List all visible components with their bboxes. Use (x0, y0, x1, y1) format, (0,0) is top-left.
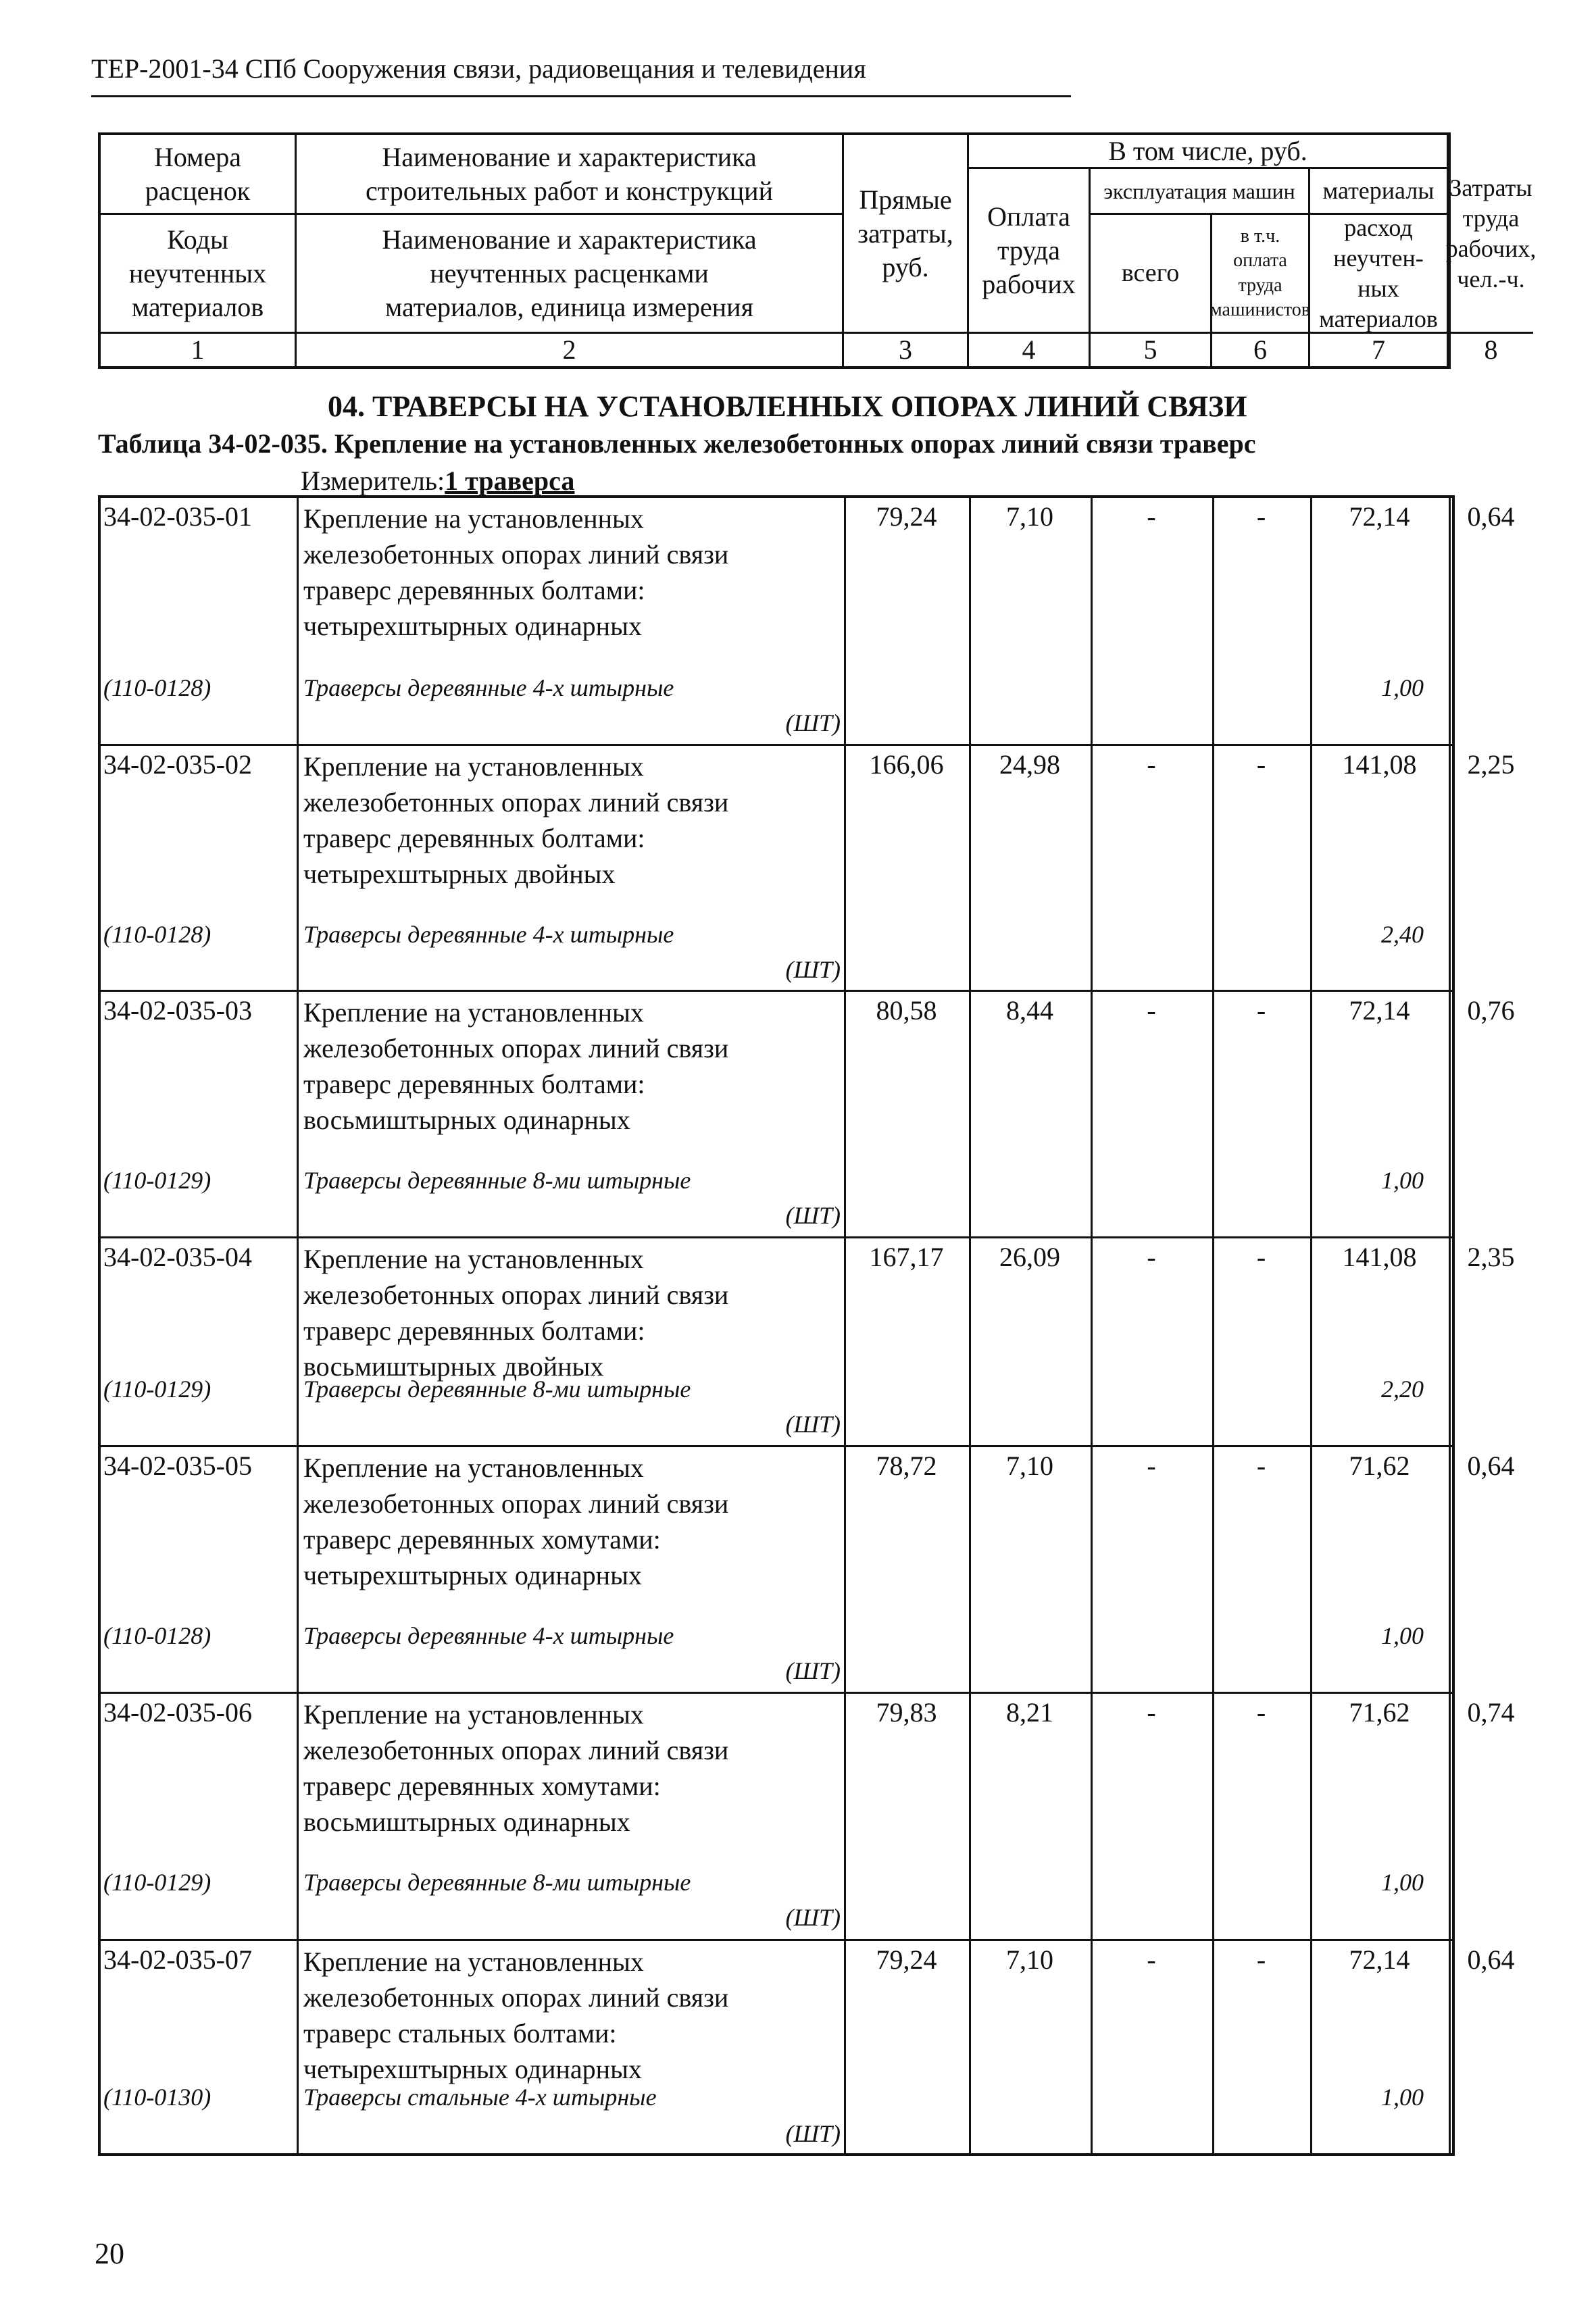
description-line: железобетонных опорах линий связи (303, 1735, 729, 1765)
material-unit: (ШТ) (785, 956, 841, 983)
rate-code: 34-02-035-02 (103, 749, 252, 780)
labor-hours: 0,64 (1467, 1944, 1515, 1975)
description-line: железобетонных опорах линий связи (303, 1033, 729, 1063)
header-text: Номера (154, 141, 241, 172)
header-text: ных (1357, 274, 1399, 302)
rate-description (303, 749, 844, 892)
header-text: руб. (882, 251, 929, 282)
material-unit: (ШТ) (785, 1657, 841, 1684)
machinist-pay: - (1256, 1697, 1266, 1728)
direct-costs: 167,17 (869, 1242, 944, 1272)
column-number: 1 (101, 334, 297, 366)
description-line: четырехштырных одинарных (303, 2054, 642, 2084)
machine-total: - (1147, 995, 1156, 1026)
material-code: (110-0128) (103, 674, 211, 701)
rate-description (303, 995, 844, 1138)
machinist-pay: - (1256, 749, 1266, 780)
table-row (101, 1694, 1515, 1941)
header-text: неучтенных (128, 257, 267, 288)
material-code: (110-0128) (103, 921, 211, 948)
table-row (101, 1238, 1515, 1447)
header-text: затраты, (857, 218, 953, 249)
table-row (101, 992, 1515, 1238)
header-text: расход (1344, 213, 1413, 241)
material-quantity: 1,00 (1381, 2084, 1424, 2111)
column-number: 8 (1484, 334, 1498, 365)
header-including (969, 135, 1449, 169)
description-line: железобетонных опорах линий связи (303, 1488, 729, 1519)
header-text: строительных работ и конструкций (366, 175, 773, 206)
worker-pay: 24,98 (999, 749, 1060, 780)
material-code: (110-0128) (103, 1622, 211, 1649)
description-line: восьмиштырных одинарных (303, 1105, 630, 1135)
material-unit: (ШТ) (785, 2120, 841, 2147)
measure-value: 1 траверса (445, 466, 575, 496)
header-text: всего (1121, 258, 1180, 287)
material-code: (110-0129) (103, 1376, 211, 1403)
material-code: (110-0130) (103, 2084, 211, 2111)
materials-cost: 141,08 (1342, 749, 1417, 780)
header-text: труда (997, 234, 1061, 266)
machinist-pay: - (1256, 995, 1266, 1026)
rate-description (303, 1241, 844, 1384)
header-text: в т.ч. (1240, 225, 1280, 247)
header-text: неучтен- (1333, 244, 1424, 272)
machinist-pay: - (1256, 1242, 1266, 1272)
description-line: восьмиштырных одинарных (303, 1807, 630, 1837)
description-line: железобетонных опорах линий связи (303, 1982, 729, 2013)
header-text: рабочих, (1445, 234, 1537, 262)
materials-cost: 72,14 (1349, 501, 1410, 532)
material-quantity: 1,00 (1381, 1869, 1424, 1896)
description-line: траверс стальных болтами: (303, 2018, 617, 2048)
worker-pay: 8,21 (1006, 1697, 1053, 1728)
machinist-pay: - (1256, 501, 1266, 532)
page-number: 20 (95, 2237, 124, 2270)
material-name: Траверсы стальные 4-х штырные (303, 2084, 657, 2111)
table-row (101, 498, 1515, 746)
rate-code: 34-02-035-04 (103, 1242, 252, 1272)
materials-cost: 72,14 (1349, 1944, 1410, 1975)
header-unaccounted-materials (1310, 215, 1449, 334)
header-text: Наименование и характеристика (382, 141, 757, 172)
description-line: траверс деревянных болтами: (303, 1069, 645, 1099)
header-rate-numbers (101, 135, 297, 215)
machinist-pay: - (1256, 1944, 1266, 1975)
description-line: четырехштырных одинарных (303, 1560, 642, 1590)
header-labor-hours (1445, 135, 1537, 334)
description-line: Крепление на установленных (303, 1453, 644, 1483)
worker-pay: 8,44 (1006, 995, 1053, 1026)
material-quantity: 1,00 (1381, 1167, 1424, 1194)
description-line: железобетонных опорах линий связи (303, 539, 729, 570)
column-number: 7 (1310, 334, 1449, 366)
direct-costs: 80,58 (876, 995, 937, 1026)
header-materials (1310, 169, 1449, 215)
labor-hours: 0,64 (1467, 501, 1515, 532)
machine-total: - (1147, 501, 1156, 532)
header-rule (91, 95, 1071, 97)
header-material-name (297, 215, 844, 334)
description-line: Крепление на установленных (303, 503, 644, 534)
description-line: траверс деревянных хомутами: (303, 1771, 661, 1801)
labor-hours: 2,35 (1467, 1242, 1515, 1272)
description-line: траверс деревянных хомутами: (303, 1524, 661, 1555)
header-text: материалов (131, 291, 264, 322)
column-header-table (98, 132, 1537, 369)
description-line: четырехштырных двойных (303, 859, 616, 889)
measure-unit (301, 465, 574, 497)
header-text: материалов, единица измерения (385, 291, 753, 322)
header-text: расценок (145, 175, 251, 206)
header-text: Коды (167, 224, 228, 255)
header-text: рабочих (982, 268, 1076, 299)
header-text: неучтенных расценками (430, 257, 709, 288)
column-number: 3 (844, 334, 969, 366)
header-machine-operation (1091, 169, 1310, 215)
header-text: Оплата (987, 201, 1070, 232)
header-text: В том числе, руб. (1108, 135, 1307, 166)
table-row (101, 746, 1515, 992)
description-line: траверс деревянных болтами: (303, 823, 645, 853)
header-text: оплата (1233, 250, 1287, 272)
material-name: Траверсы деревянные 8-ми штырные (303, 1376, 691, 1403)
description-line: четырехштырных одинарных (303, 611, 642, 641)
materials-cost: 141,08 (1342, 1242, 1417, 1272)
measure-label: Измеритель: (301, 466, 445, 496)
rate-code: 34-02-035-01 (103, 501, 252, 532)
machine-total: - (1147, 1944, 1156, 1975)
table-row (101, 1941, 1515, 2153)
labor-hours: 0,64 (1467, 1451, 1515, 1481)
header-machinist-pay (1212, 215, 1310, 334)
machine-total: - (1147, 1451, 1156, 1481)
rate-description (303, 1944, 844, 2087)
worker-pay: 7,10 (1006, 1944, 1053, 1975)
rate-code: 34-02-035-06 (103, 1697, 252, 1728)
material-name: Траверсы деревянные 8-ми штырные (303, 1167, 691, 1194)
rate-code: 34-02-035-07 (103, 1944, 252, 1975)
worker-pay: 26,09 (999, 1242, 1060, 1272)
description-line: железобетонных опорах линий связи (303, 1280, 729, 1310)
labor-hours: 2,25 (1467, 749, 1515, 780)
material-name: Траверсы деревянные 4-х штырные (303, 1622, 674, 1649)
column-number: 4 (969, 334, 1091, 366)
header-text: Затраты (1449, 174, 1532, 201)
material-quantity: 2,20 (1381, 1376, 1424, 1403)
section-title: 04. ТРАВЕРСЫ НА УСТАНОВЛЕННЫХ ОПОРАХ ЛИНИЙ СВЯЗИ (328, 390, 1247, 423)
labor-hours: 0,76 (1467, 995, 1515, 1026)
description-line: траверс деревянных болтами: (303, 575, 645, 605)
header-worker-pay (969, 169, 1091, 334)
direct-costs: 79,83 (876, 1697, 937, 1728)
material-unit: (ШТ) (785, 1904, 841, 1931)
machine-total: - (1147, 749, 1156, 780)
rate-code: 34-02-035-05 (103, 1451, 252, 1481)
header-text: материалы (1322, 177, 1435, 204)
column-number: 2 (297, 334, 844, 366)
description-line: восьмиштырных двойных (303, 1351, 604, 1382)
description-line: Крепление на установленных (303, 1946, 644, 1977)
header-machine-total (1091, 215, 1212, 334)
rate-description (303, 1450, 844, 1593)
labor-hours: 0,74 (1467, 1697, 1515, 1728)
material-unit: (ШТ) (785, 1411, 841, 1438)
rate-description (303, 1696, 844, 1840)
description-line: железобетонных опорах линий связи (303, 787, 729, 818)
rates-table (98, 495, 1515, 2156)
material-name: Траверсы деревянные 4-х штырные (303, 921, 674, 948)
header-text: труда (1238, 274, 1282, 296)
material-name: Траверсы деревянные 4-х штырные (303, 674, 674, 701)
material-quantity: 1,00 (1381, 1622, 1424, 1649)
materials-cost: 71,62 (1349, 1451, 1410, 1481)
table-title: Таблица 34-02-035. Крепление на установленных железобетонных опорах линий связи траверс (98, 428, 1256, 459)
description-line: Крепление на установленных (303, 1244, 644, 1274)
machinist-pay: - (1256, 1451, 1266, 1481)
rate-code: 34-02-035-03 (103, 995, 252, 1026)
worker-pay: 7,10 (1006, 1451, 1053, 1481)
worker-pay: 7,10 (1006, 501, 1053, 532)
header-text: Наименование и характеристика (382, 224, 757, 255)
materials-cost: 71,62 (1349, 1697, 1410, 1728)
column-number: 5 (1091, 334, 1212, 366)
description-line: Крепление на установленных (303, 1699, 644, 1730)
header-text: чел.-ч. (1457, 265, 1525, 293)
header-text: труда (1462, 204, 1520, 232)
machine-total: - (1147, 1697, 1156, 1728)
header-direct-costs (844, 135, 969, 334)
description-line: траверс деревянных болтами: (303, 1315, 645, 1346)
materials-cost: 72,14 (1349, 995, 1410, 1026)
header-text: эксплуатация машин (1103, 178, 1295, 203)
header-work-name (297, 135, 844, 215)
material-unit: (ШТ) (785, 1202, 841, 1229)
description-line: Крепление на установленных (303, 751, 644, 782)
material-quantity: 1,00 (1381, 674, 1424, 701)
page-header: ТЕР-2001-34 СПб Сооружения связи, радиовещания и телевидения (91, 53, 866, 84)
column-number: 6 (1212, 334, 1310, 366)
material-quantity: 2,40 (1381, 921, 1424, 948)
direct-costs: 79,24 (876, 1944, 937, 1975)
material-code: (110-0129) (103, 1167, 211, 1194)
table-row (101, 1447, 1515, 1694)
description-line: Крепление на установленных (303, 997, 644, 1028)
material-name: Траверсы деревянные 8-ми штырные (303, 1869, 691, 1896)
header-text: материалов (1319, 305, 1438, 332)
header-text: Прямые (859, 184, 952, 215)
header-material-codes (101, 215, 297, 334)
header-text: машинистов (1210, 299, 1310, 320)
rate-description (303, 501, 844, 644)
direct-costs: 78,72 (876, 1451, 937, 1481)
material-code: (110-0129) (103, 1869, 211, 1896)
direct-costs: 166,06 (869, 749, 944, 780)
direct-costs: 79,24 (876, 501, 937, 532)
machine-total: - (1147, 1242, 1156, 1272)
material-unit: (ШТ) (785, 709, 841, 736)
